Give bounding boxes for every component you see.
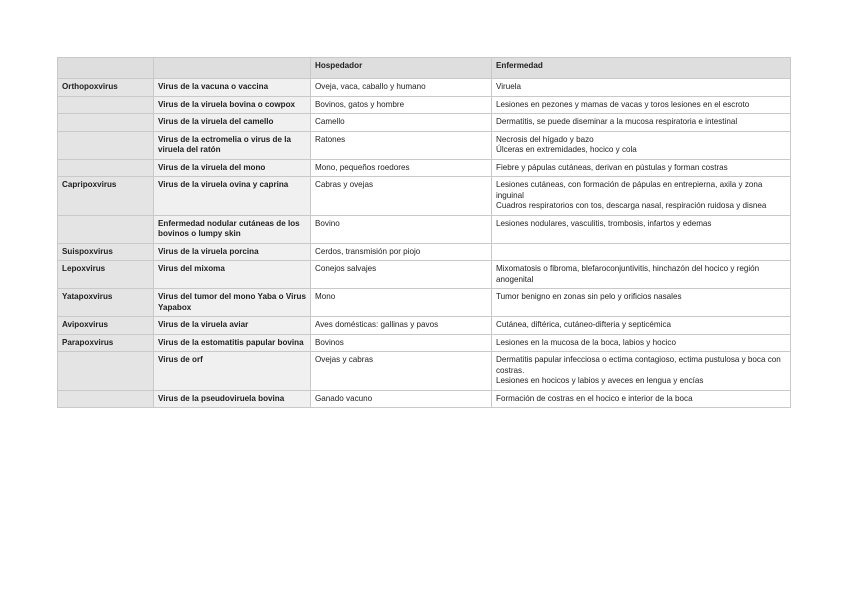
header-genus <box>58 58 154 79</box>
table-row <box>58 261 791 289</box>
disease-line: Tumor benigno en zonas sin pelo y orificios nasales <box>496 292 682 302</box>
host-cell: Aves domésticas: gallinas y pavos <box>311 317 492 335</box>
virus-cell: Virus de orf <box>154 352 311 391</box>
table-row <box>58 317 791 335</box>
host-cell: Oveja, vaca, caballo y humano <box>311 79 492 97</box>
disease-line: Lesiones en pezones y mamas de vacas y toros lesiones en el escroto <box>496 99 750 109</box>
disease-line: Úlceras en extremidades, hocico y cola <box>496 145 637 155</box>
disease-line: Mixomatosis o fibroma, blefaroconjuntivitis, hinchazón del hocico y región anogenital <box>496 264 760 284</box>
genus-cell: Yatapoxvirus <box>58 289 154 317</box>
host-cell: Mono, pequeños roedores <box>311 159 492 177</box>
virus-cell: Virus de la viruela del mono <box>154 159 311 177</box>
disease-cell <box>492 114 791 132</box>
virus-cell: Virus de la estomatitis papular bovina <box>154 334 311 352</box>
disease-line: Dermatitis, se puede diseminar a la mucosa respiratoria e intestinal <box>496 117 738 127</box>
table-row <box>58 334 791 352</box>
virus-cell: Virus de la viruela ovina y caprina <box>154 177 311 216</box>
disease-cell <box>492 215 791 243</box>
virus-cell: Virus del tumor del mono Yaba o Virus Yapabox <box>154 289 311 317</box>
host-cell: Ratones <box>311 131 492 159</box>
disease-cell <box>492 317 791 335</box>
genus-cell: Capripoxvirus <box>58 177 154 216</box>
host-cell: Bovinos <box>311 334 492 352</box>
disease-cell <box>492 352 791 391</box>
host-cell: Bovino <box>311 215 492 243</box>
table-row <box>58 114 791 132</box>
table-row <box>58 177 791 216</box>
host-cell: Cerdos, transmisión por piojo <box>311 243 492 261</box>
disease-cell <box>492 243 791 261</box>
genus-cell: Parapoxvirus <box>58 334 154 352</box>
genus-cell <box>58 96 154 114</box>
disease-cell <box>492 261 791 289</box>
disease-line: Dermatitis papular infecciosa o ectima contagioso, ectima pustulosa y boca con costras. <box>496 355 781 375</box>
host-cell: Conejos salvajes <box>311 261 492 289</box>
virus-cell: Virus de la ectromelia o virus de la viruela del ratón <box>154 131 311 159</box>
poxvirus-table <box>57 57 791 408</box>
disease-cell <box>492 159 791 177</box>
table-row <box>58 131 791 159</box>
host-cell: Camello <box>311 114 492 132</box>
table-row <box>58 159 791 177</box>
header-host: Hospedador <box>311 58 492 79</box>
host-cell: Mono <box>311 289 492 317</box>
host-cell: Ganado vacuno <box>311 390 492 408</box>
header-virus <box>154 58 311 79</box>
host-cell: Bovinos, gatos y hombre <box>311 96 492 114</box>
genus-cell <box>58 131 154 159</box>
table-row <box>58 352 791 391</box>
table-body <box>58 79 791 408</box>
disease-line: Necrosis del hígado y bazo <box>496 134 594 144</box>
virus-cell: Virus de la pseudoviruela bovina <box>154 390 311 408</box>
virus-cell: Enfermedad nodular cutáneas de los bovinos o lumpy skin <box>154 215 311 243</box>
disease-cell <box>492 334 791 352</box>
disease-line: Lesiones en hocicos y labios y aveces en lengua y encías <box>496 376 704 386</box>
virus-cell: Virus de la viruela bovina o cowpox <box>154 96 311 114</box>
virus-cell: Virus de la viruela del camello <box>154 114 311 132</box>
disease-line: Cuadros respiratorios con tos, descarga nasal, respiración ruidosa y disnea <box>496 201 767 211</box>
genus-cell <box>58 215 154 243</box>
table-row <box>58 79 791 97</box>
virus-cell: Virus de la viruela aviar <box>154 317 311 335</box>
disease-cell <box>492 177 791 216</box>
genus-cell: Avipoxvirus <box>58 317 154 335</box>
disease-line: Lesiones en la mucosa de la boca, labios y hocico <box>496 337 676 347</box>
genus-cell <box>58 352 154 391</box>
genus-cell: Lepoxvirus <box>58 261 154 289</box>
disease-line: Fiebre y pápulas cutáneas, derivan en pústulas y forman costras <box>496 162 728 172</box>
disease-cell <box>492 79 791 97</box>
disease-line: Viruela <box>496 82 522 91</box>
virus-cell: Virus de la vacuna o vaccina <box>154 79 311 97</box>
disease-cell <box>492 289 791 317</box>
genus-cell <box>58 114 154 132</box>
table-row <box>58 243 791 261</box>
disease-cell <box>492 96 791 114</box>
disease-line: Cutánea, diftérica, cutáneo-difteria y septicémica <box>496 320 672 330</box>
disease-cell <box>492 390 791 408</box>
disease-cell <box>492 131 791 159</box>
table-row <box>58 390 791 408</box>
host-cell: Ovejas y cabras <box>311 352 492 391</box>
header-disease: Enfermedad <box>492 58 791 79</box>
header-row <box>58 58 791 79</box>
virus-cell: Virus del mixoma <box>154 261 311 289</box>
table-row <box>58 215 791 243</box>
host-cell: Cabras y ovejas <box>311 177 492 216</box>
disease-line: Lesiones nodulares, vasculitis, trombosis, infartos y edemas <box>496 218 712 228</box>
genus-cell: Orthopoxvirus <box>58 79 154 97</box>
disease-line: Formación de costras en el hocico e interior de la boca <box>496 393 693 403</box>
virus-cell: Virus de la viruela porcina <box>154 243 311 261</box>
genus-cell: Suispoxvirus <box>58 243 154 261</box>
genus-cell <box>58 390 154 408</box>
genus-cell <box>58 159 154 177</box>
table-row <box>58 289 791 317</box>
table-row <box>58 96 791 114</box>
disease-line: Lesiones cutáneas, con formación de pápulas en entrepierna, axila y zona inguinal <box>496 180 763 200</box>
